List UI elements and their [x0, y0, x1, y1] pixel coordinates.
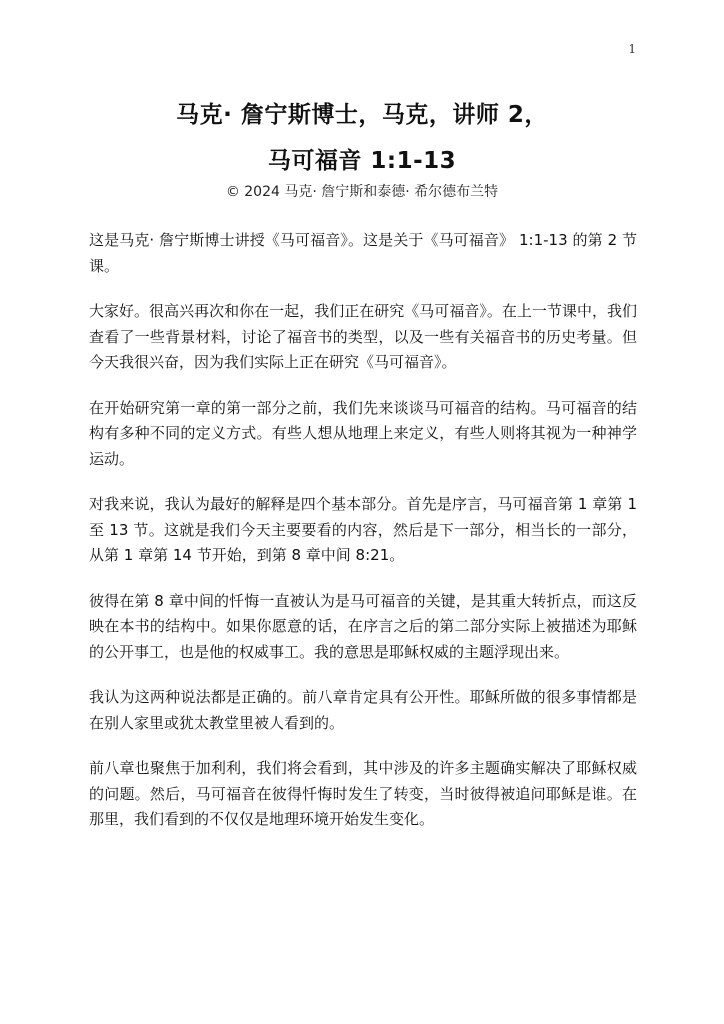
- paragraph-2: 大家好。很高兴再次和你在一起，我们正在研究《马可福音》。在上一节课中，我们查看了一些背景材料，讨论了福音书的类型，以及一些有关福音书的历史考量。但今天我很兴奋，因为我们实际上正在研究《马可福音》。: [89, 302, 637, 371]
- paragraph-3: 在开始研究第一章的第一部分之前，我们先来谈谈马可福音的结构。马可福音的结构有多种不同的定义方式。有些人想从地理上来定义，有些人则将其视为一种神学运动。: [89, 398, 637, 468]
- copyright-line: © 2024 马克· 詹宁斯和泰德· 希尔德布兰特: [225, 184, 499, 200]
- page-number: 1: [628, 42, 636, 56]
- paragraph-4: 对我来说，我认为最好的解释是四个基本部分。首先是序言，马可福音第 1 章第 1 至 13 节。这就是我们今天主要要看的内容，然后是下一部分，相当长的一部分，从第 1 章第 14 节开始，到第 8 章中间 8:21。: [89, 495, 637, 564]
- title-line-2: 马可福音 1:1-13: [267, 148, 457, 174]
- paragraph-7: 前八章也聚焦于加利利，我们将会看到，其中涉及的许多主题确实解决了耶稣权威的问题。然后，马可福音在彼得忏悔时发生了转变，当时彼得被追问耶稣是谁。在那里，我们看到的不仅仅是地理环境开始发生变化。: [89, 759, 637, 828]
- title-line-1: 马克· 詹宁斯博士，马克，讲师 2，: [176, 102, 548, 128]
- paragraph-5: 彼得在第 8 章中间的忏悔一直被认为是马可福音的关键，是其重大转折点，而这反映在本书的结构中。如果你愿意的话，在序言之后的第二部分实际上被描述为耶稣的公开事工，也是他的权威事工。我的意思是耶稣权威的主题浮现出来。: [89, 591, 637, 661]
- document-body: [89, 228, 637, 853]
- paragraph-1: 这是马克· 詹宁斯博士讲授《马可福音》。这是关于《马可福音》 1:1-13 的第 2 节课。: [89, 231, 637, 275]
- document-title: [0, 92, 724, 184]
- paragraph-6: 我认为这两种说法都是正确的。前八章肯定具有公开性。耶稣所做的很多事情都是在别人家里或犹太教堂里被人看到的。: [89, 688, 637, 732]
